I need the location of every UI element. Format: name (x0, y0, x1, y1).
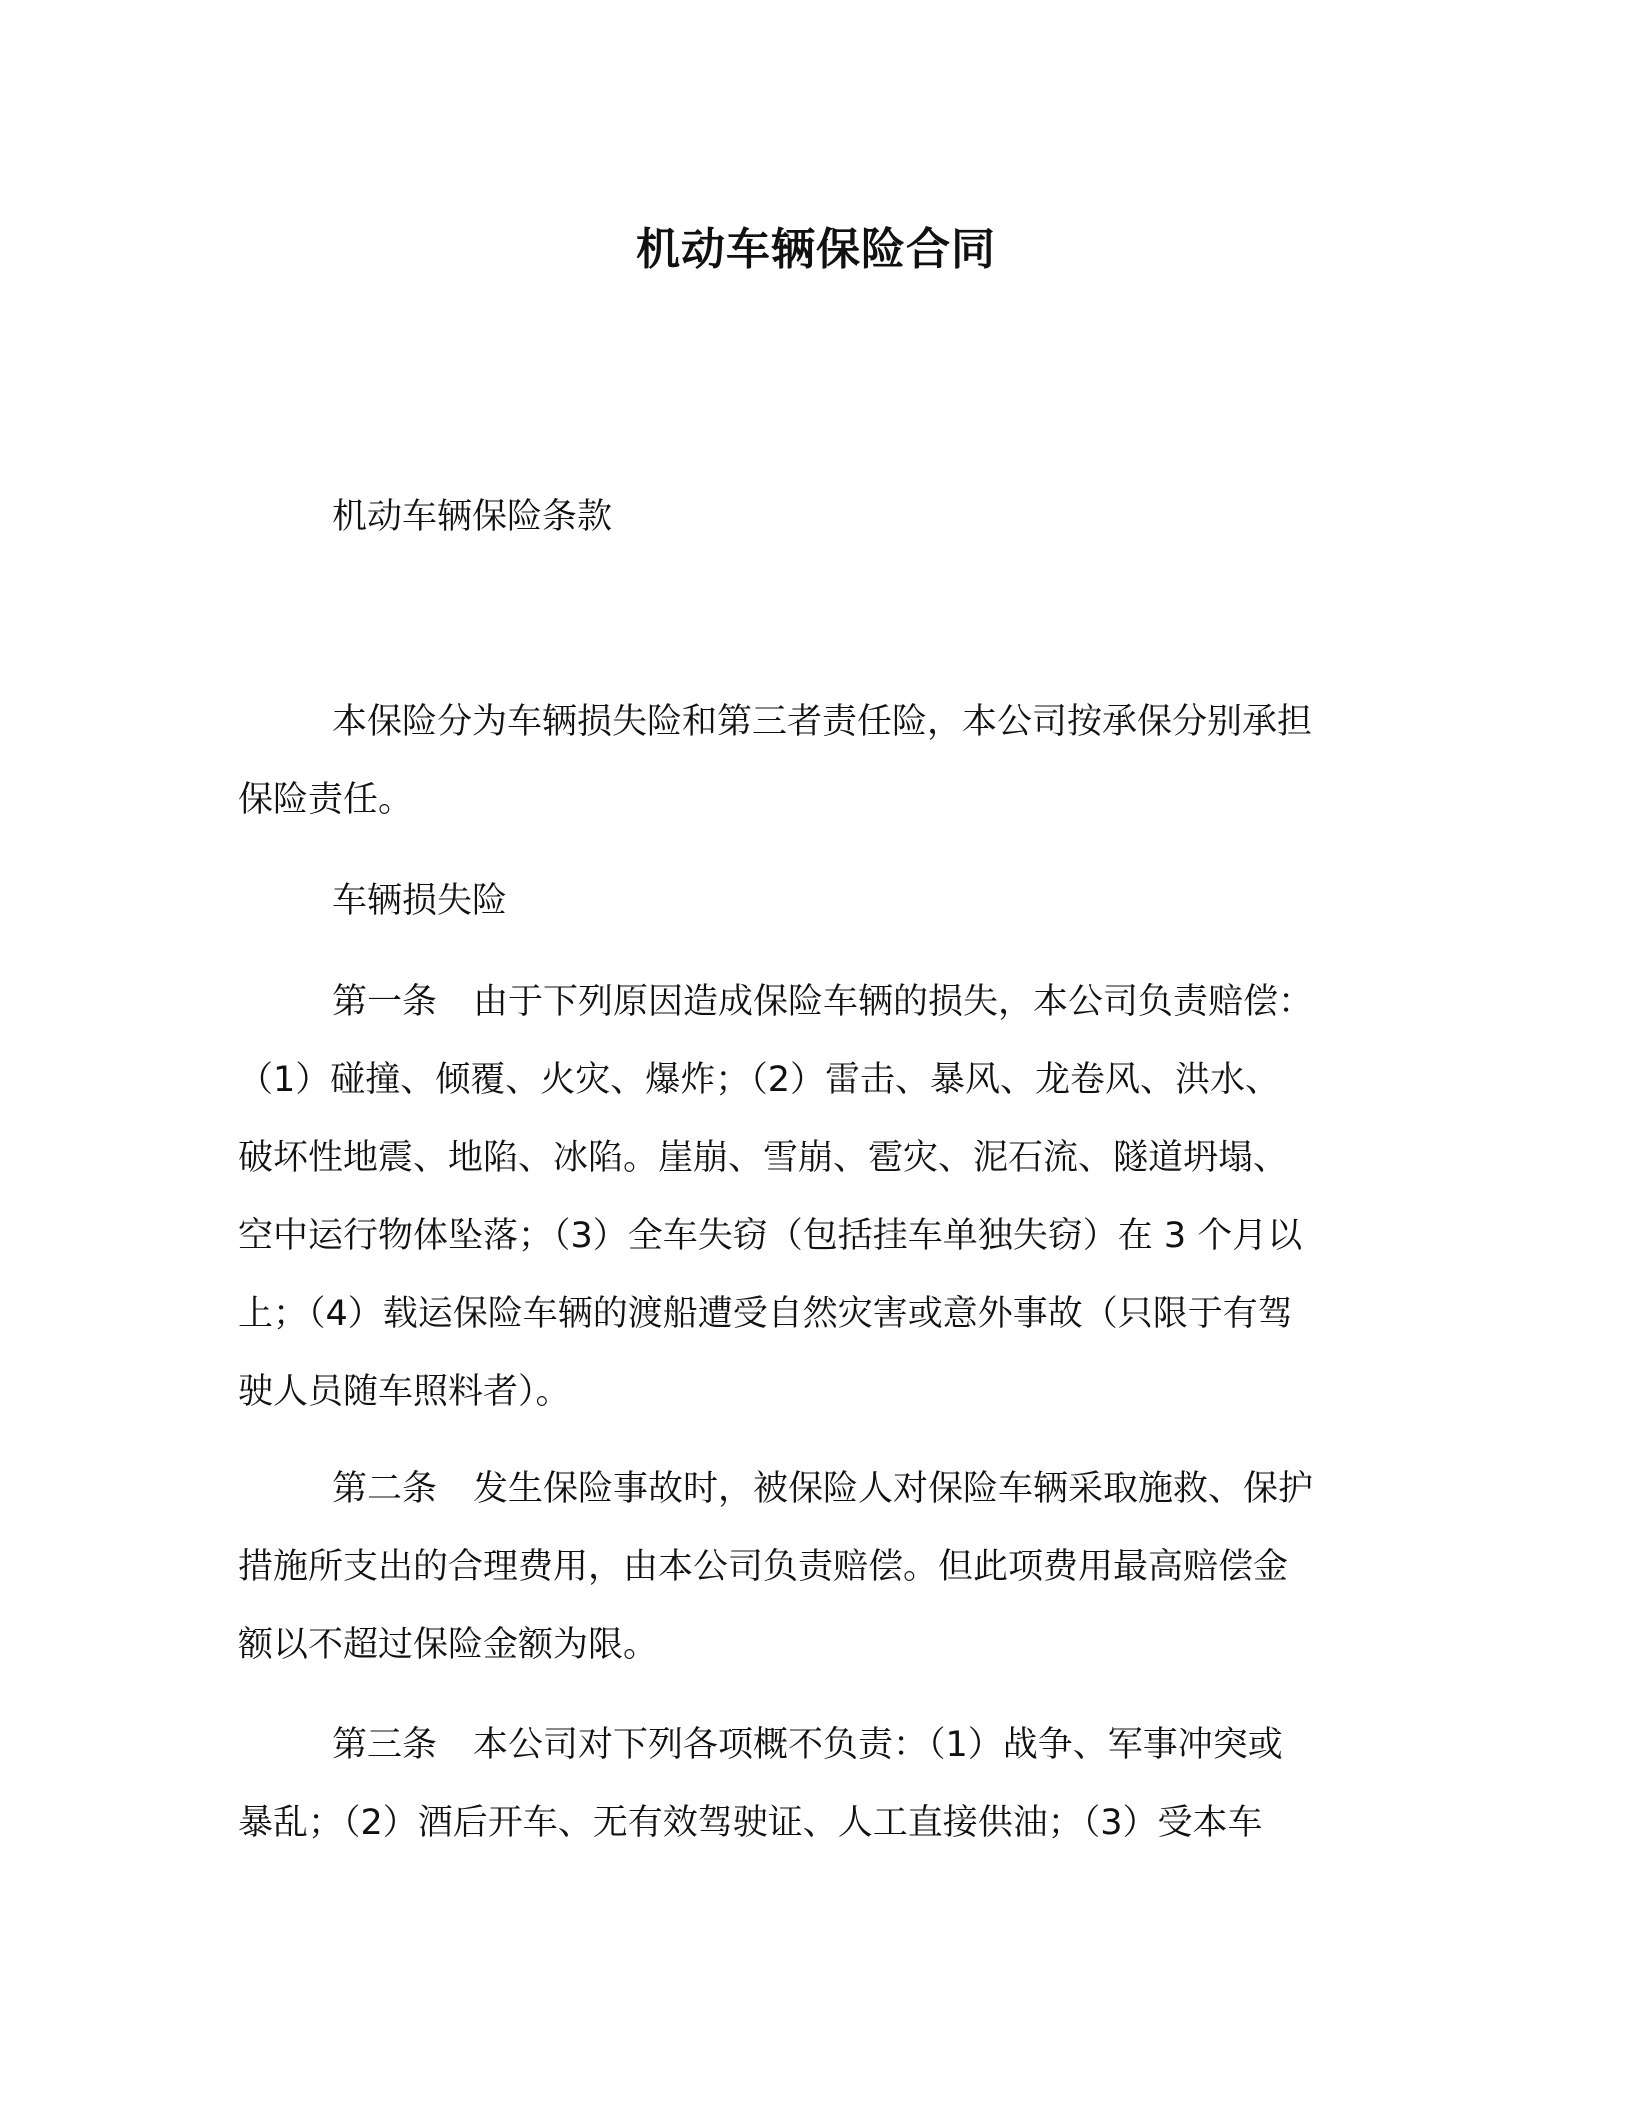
intro-line-1: 本保险分为车辆损失险和第三者责任险，本公司按承保分别承担 (332, 702, 1313, 742)
article-1-line-2: （1）碰撞、倾覆、火灾、爆炸；（2）雷击、暴风、龙卷风、洪水、 (238, 1060, 1281, 1100)
section-heading: 车辆损失险 (332, 881, 508, 921)
article-3-first-line (238, 1706, 1378, 1784)
article-1-line-3: 破坏性地震、地陷、冰陷。崖崩、雪崩、雹灾、泥石流、隧道坍塌、 (238, 1138, 1289, 1178)
article-2-line-2: 措施所支出的合理费用，由本公司负责赔偿。但此项费用最高赔偿金 (238, 1547, 1289, 1587)
article-2-label: 第二条 (332, 1469, 438, 1509)
document-title: 机动车辆保险合同 (636, 224, 996, 275)
article-1-line-5: 上；（4）载运保险车辆的渡船遭受自然灾害或意外事故（只限于有驾 (238, 1294, 1293, 1334)
article-3-line-2: 暴乱；（2）酒后开车、无有效驾驶证、人工直接供油；（3）受本车 (238, 1803, 1263, 1843)
article-1-first-line (238, 963, 1378, 1041)
article-1-line-1: 由于下列原因造成保险车辆的损失，本公司负责赔偿： (473, 982, 1314, 1022)
article-2-paragraph (238, 1450, 1378, 1684)
article-3-label: 第三条 (332, 1725, 438, 1765)
article-3-paragraph (238, 1706, 1378, 1862)
article-1-paragraph (238, 963, 1378, 1431)
intro-line-2: 保险责任。 (238, 780, 414, 820)
article-2-first-line (238, 1450, 1378, 1528)
article-2-line-1: 发生保险事故时，被保险人对保险车辆采取施救、保护 (473, 1469, 1314, 1509)
article-3-line-1: 本公司对下列各项概不负责：（1）战争、军事冲突或 (473, 1725, 1283, 1765)
article-1-label: 第一条 (332, 982, 438, 1022)
intro-paragraph (238, 683, 1378, 839)
article-2-line-3: 额以不超过保险金额为限。 (238, 1625, 659, 1665)
document-subtitle: 机动车辆保险条款 (332, 497, 613, 537)
article-1-line-6: 驶人员随车照料者）。 (238, 1372, 571, 1412)
section-heading-paragraph (238, 862, 1378, 940)
article-1-line-4: 空中运行物体坠落；（3）全车失窃（包括挂车单独失窃）在 3 个月以 (238, 1216, 1303, 1256)
